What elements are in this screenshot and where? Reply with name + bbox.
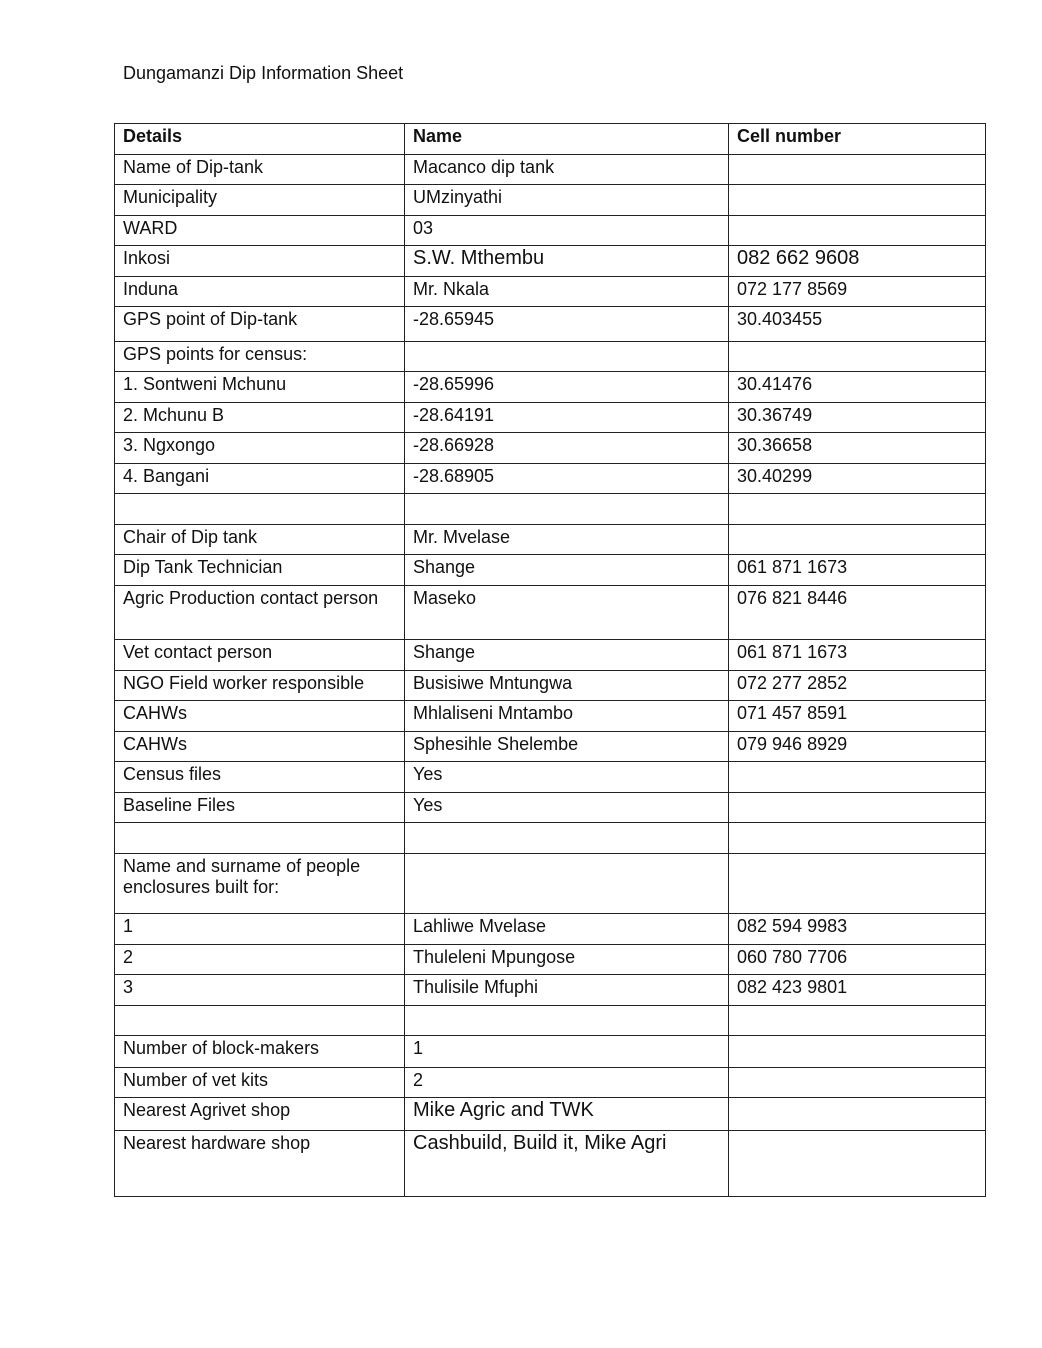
cell-number-cell: 082 594 9983 [729,914,986,945]
detail-cell: GPS point of Dip-tank [115,307,405,342]
name-cell: Yes [405,762,729,793]
detail-cell: Census files [115,762,405,793]
cell-number-cell [729,525,986,555]
table-row [115,342,986,372]
cell-number-cell [729,155,986,185]
cell-number-cell [729,762,986,793]
dip-info-table [114,123,986,1197]
cell-number-cell [729,494,986,525]
cell-number-cell: 072 177 8569 [729,277,986,307]
header-cell-number: Cell number [729,124,986,155]
detail-cell [115,494,405,525]
name-cell [405,342,729,372]
table-row [115,246,986,277]
name-cell: -28.68905 [405,464,729,494]
name-cell: Mr. Nkala [405,277,729,307]
detail-cell: 1 [115,914,405,945]
table-row [115,155,986,185]
name-cell: Sphesihle Shelembe [405,732,729,762]
detail-cell: Vet contact person [115,640,405,671]
cell-number-cell [729,793,986,823]
table-row [115,945,986,975]
detail-cell: NGO Field worker responsible [115,671,405,701]
name-cell: Macanco dip tank [405,155,729,185]
detail-cell: 4. Bangani [115,464,405,494]
table-row [115,1036,986,1068]
name-cell [405,494,729,525]
name-cell: UMzinyathi [405,185,729,216]
detail-cell: 3. Ngxongo [115,433,405,464]
table-row [115,525,986,555]
name-cell: S.W. Mthembu [405,246,729,277]
header-name: Name [405,124,729,155]
detail-cell: Agric Production contact person [115,586,405,640]
name-cell: -28.65996 [405,372,729,403]
cell-number-cell: 082 662 9608 [729,246,986,277]
cell-number-cell: 30.403455 [729,307,986,342]
cell-number-cell: 061 871 1673 [729,555,986,586]
name-cell: -28.65945 [405,307,729,342]
detail-cell: WARD [115,216,405,246]
detail-cell: Nearest Agrivet shop [115,1098,405,1131]
name-cell: 2 [405,1068,729,1098]
table-row [115,464,986,494]
detail-cell [115,823,405,854]
cell-number-cell [729,1036,986,1068]
name-cell: Shange [405,555,729,586]
name-cell [405,854,729,914]
cell-number-cell [729,1131,986,1197]
cell-number-cell [729,1098,986,1131]
table-row [115,975,986,1006]
table-row [115,433,986,464]
name-cell: Busisiwe Mntungwa [405,671,729,701]
cell-number-cell [729,185,986,216]
name-cell: Thuleleni Mpungose [405,945,729,975]
name-cell: 03 [405,216,729,246]
cell-number-cell: 060 780 7706 [729,945,986,975]
detail-cell [115,1006,405,1036]
cell-number-cell [729,854,986,914]
detail-cell: Number of block-makers [115,1036,405,1068]
name-cell: Lahliwe Mvelase [405,914,729,945]
cell-number-cell: 072 277 2852 [729,671,986,701]
header-details: Details [115,124,405,155]
table-row [115,793,986,823]
table-row [115,216,986,246]
table-row [115,1006,986,1036]
table-row [115,1068,986,1098]
cell-number-cell: 082 423 9801 [729,975,986,1006]
table-row [115,555,986,586]
detail-cell: Name and surname of people enclosures built for: [115,854,405,914]
cell-number-cell: 30.41476 [729,372,986,403]
table-row [115,914,986,945]
name-cell [405,823,729,854]
table-row [115,185,986,216]
table-row [115,494,986,525]
name-cell [405,1006,729,1036]
name-cell: Mr. Mvelase [405,525,729,555]
page-title: Dungamanzi Dip Information Sheet [123,63,404,83]
table-row [115,732,986,762]
detail-cell: Baseline Files [115,793,405,823]
table-row [115,1098,986,1131]
cell-number-cell [729,823,986,854]
table-row [115,823,986,854]
cell-number-cell [729,1068,986,1098]
name-cell: Mike Agric and TWK [405,1098,729,1131]
detail-cell: 2. Mchunu B [115,403,405,433]
table-row [115,640,986,671]
cell-number-cell: 076 821 8446 [729,586,986,640]
name-cell: Yes [405,793,729,823]
table-header-row [115,124,986,155]
name-cell: Thulisile Mfuphi [405,975,729,1006]
table-row [115,762,986,793]
detail-cell: 1. Sontweni Mchunu [115,372,405,403]
table-row [115,307,986,342]
detail-cell: CAHWs [115,701,405,732]
detail-cell: CAHWs [115,732,405,762]
table-row [115,854,986,914]
name-cell: Maseko [405,586,729,640]
cell-number-cell [729,216,986,246]
cell-number-cell: 071 457 8591 [729,701,986,732]
cell-number-cell: 30.36749 [729,403,986,433]
cell-number-cell: 079 946 8929 [729,732,986,762]
name-cell: 1 [405,1036,729,1068]
table-row [115,372,986,403]
detail-cell: Dip Tank Technician [115,555,405,586]
detail-cell: Chair of Dip tank [115,525,405,555]
table-row [115,586,986,640]
name-cell: Shange [405,640,729,671]
name-cell: -28.66928 [405,433,729,464]
table-row [115,701,986,732]
detail-cell: 3 [115,975,405,1006]
detail-cell: Nearest hardware shop [115,1131,405,1197]
table-row [115,671,986,701]
name-cell: -28.64191 [405,403,729,433]
name-cell: Mhlaliseni Mntambo [405,701,729,732]
detail-cell: Induna [115,277,405,307]
detail-cell: Inkosi [115,246,405,277]
table-row [115,403,986,433]
cell-number-cell: 30.36658 [729,433,986,464]
cell-number-cell: 30.40299 [729,464,986,494]
table-row [115,277,986,307]
detail-cell: Number of vet kits [115,1068,405,1098]
table-row [115,1131,986,1197]
detail-cell: Municipality [115,185,405,216]
name-cell: Cashbuild, Build it, Mike Agri [405,1131,729,1197]
cell-number-cell: 061 871 1673 [729,640,986,671]
detail-cell: 2 [115,945,405,975]
detail-cell: Name of Dip-tank [115,155,405,185]
detail-cell: GPS points for census: [115,342,405,372]
cell-number-cell [729,1006,986,1036]
cell-number-cell [729,342,986,372]
